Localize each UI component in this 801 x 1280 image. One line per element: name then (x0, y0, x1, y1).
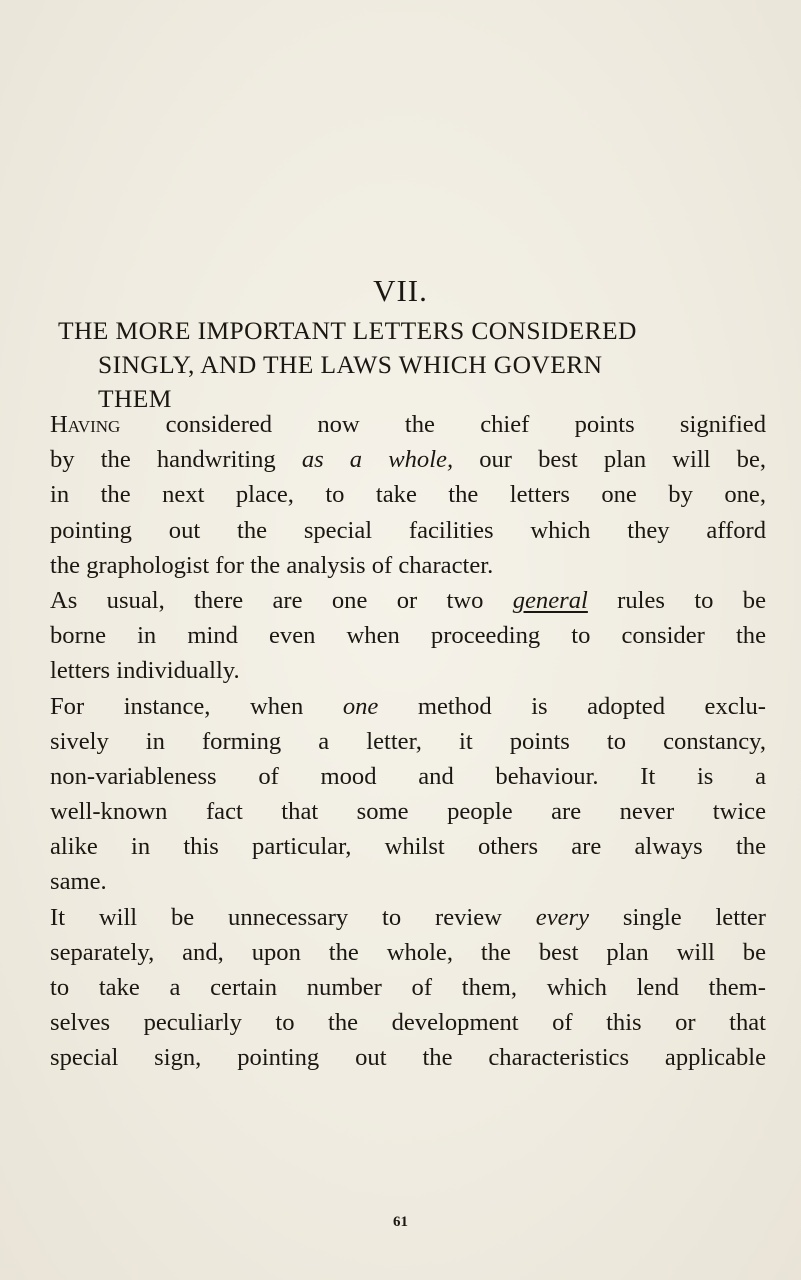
text-run: It will be unnecessary to review (50, 903, 536, 931)
paragraph-4 (50, 900, 766, 1076)
text-line: pointing out the special facilities which they afford (50, 516, 766, 544)
chapter-heading-line-1: THE MORE IMPORTANT LETTERS CONSIDERED (58, 316, 637, 345)
underlined-emphasis: general (512, 586, 588, 614)
text-run: our best plan will be, (453, 446, 766, 474)
emphasis: as a whole, (301, 446, 454, 474)
paragraph-3 (50, 689, 766, 900)
chapter-heading-line-2: SINGLY, AND THE LAWS WHICH GOVERN (98, 350, 603, 379)
text-line: to take a certain number of them, which lend them- (50, 974, 766, 1001)
text-line (50, 407, 766, 442)
text-run: by the handwriting (50, 446, 302, 474)
text-line (50, 900, 766, 935)
text-line: same. (50, 868, 107, 896)
emphasis: one (342, 692, 379, 720)
text-line (50, 583, 766, 618)
page-number: 61 (393, 1214, 408, 1230)
text-line: the graphologist for the analysis of character. (50, 551, 494, 579)
opening-word: Having (50, 411, 121, 438)
body-text (50, 407, 766, 1076)
text-line (50, 689, 766, 724)
text-line (50, 442, 766, 477)
text-run: considered now the chief points signified (120, 411, 766, 438)
emphasis: every (535, 903, 590, 931)
text-run: As usual, there are one or two (50, 586, 513, 614)
text-line: special sign, pointing out the characteristics applicable (50, 1044, 766, 1072)
text-line: in the next place, to take the letters one by one, (50, 481, 766, 509)
chapter-number: VII. (373, 273, 428, 308)
emphasis (513, 587, 588, 614)
text-line: well-known fact that some people are never twice (50, 798, 766, 826)
text-run: rules to be (587, 586, 766, 614)
text-line: sively in forming a letter, it points to constancy, (50, 727, 766, 755)
text-line: alike in this particular, whilst others are always the (50, 833, 766, 861)
text-line: letters individually. (50, 657, 240, 685)
text-run: single letter (589, 903, 766, 931)
text-line: selves peculiarly to the development of this or that (50, 1009, 766, 1037)
text-line: separately, and, upon the whole, the best plan will be (50, 938, 766, 966)
text-line: non-variableness of mood and behaviour. It is a (50, 762, 766, 790)
chapter-heading (58, 314, 758, 416)
paragraph-2 (50, 583, 766, 689)
chapter-heading-line-3: THEM (98, 384, 172, 413)
text-run: method is adopted exclu- (378, 692, 766, 720)
text-line: borne in mind even when proceeding to consider the (50, 622, 766, 650)
text-run: For instance, when (50, 692, 343, 720)
paragraph-1 (50, 407, 766, 583)
